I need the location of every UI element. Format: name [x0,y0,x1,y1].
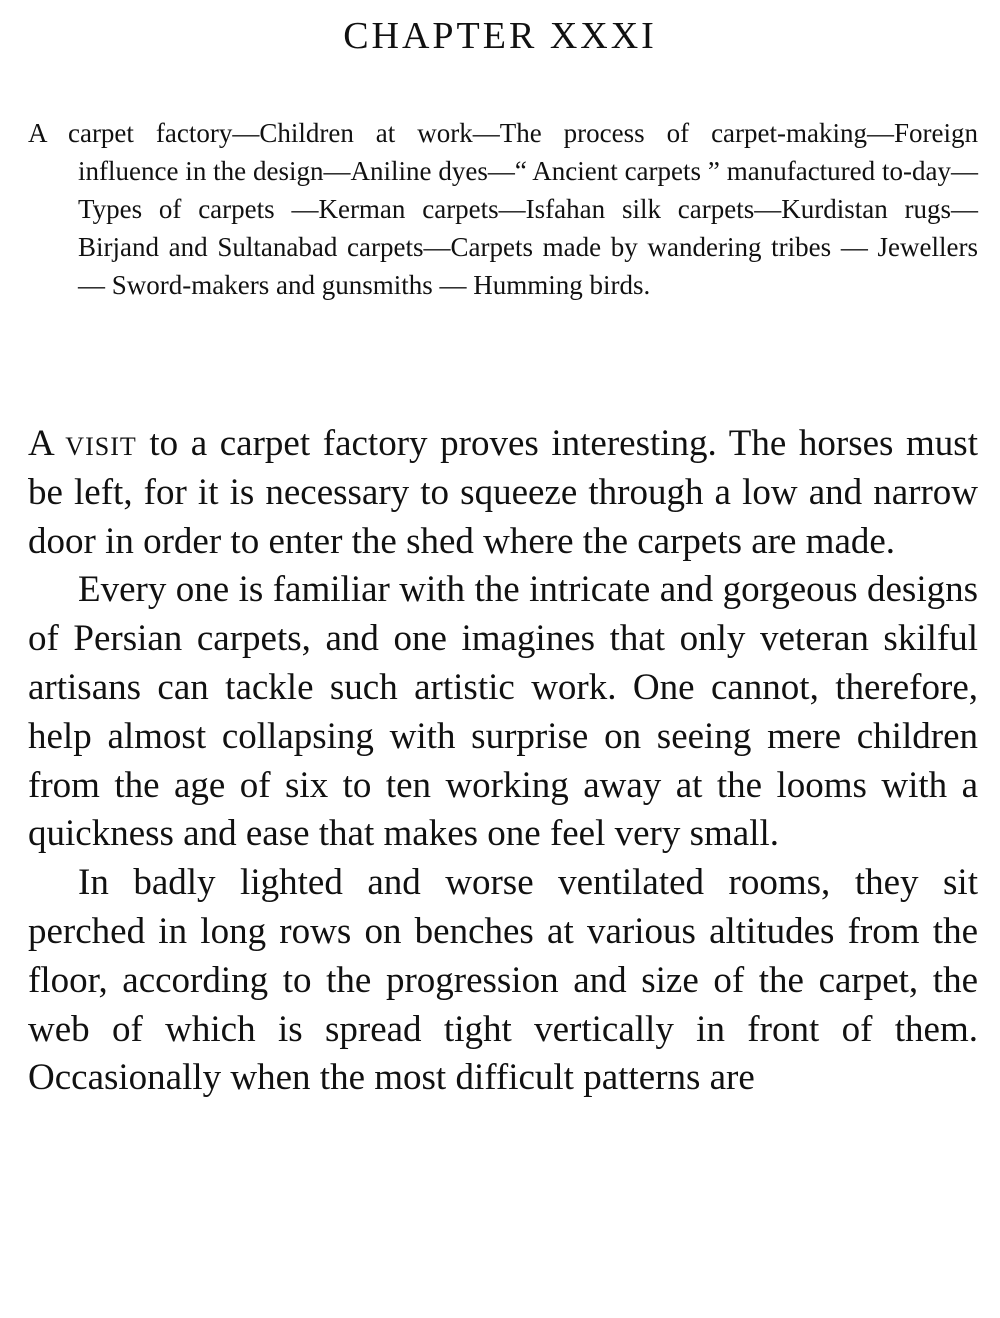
paragraph-1-text: to a carpet factory proves interesting. The horses must be left, for it is necessary to squeeze through a low and narrow door in order to enter the shed where the carpets are made. [28,423,978,562]
chapter-body [28,420,978,1103]
paragraph-1-smallcaps: visit [65,423,137,464]
chapter-synopsis: A carpet factory—Children at work—The process of carpet-making—Foreign influence in the design—Aniline dyes—“ Ancient carpets ” manufactured to-day—Types of carpets —Kerman carpets—Isfahan silk carpets—Kurdistan rugs—Birjand and Sultanabad carpets—Carpets made by wandering tribes — Jewellers — Sword-makers and gunsmiths — Humming birds. [28,118,978,300]
paragraph-1 [28,420,978,566]
chapter-title: CHAPTER XXXI [343,15,657,57]
paragraph-1-initial: A [28,423,53,464]
paragraph-2: Every one is familiar with the intricate and gorgeous designs of Persian carpets, and one imagines that only veteran skilful artisans can tackle such artistic work. One cannot, therefore, help almost collapsing with surprise on seeing mere children from the age of six to ten working away at the looms with a quickness and ease that makes one feel very small. [28,569,978,855]
paragraph-3: In badly lighted and worse ventilated rooms, they sit perched in long rows on benches at various altitudes from the floor, according to the progression and size of the carpet, the web of which is spread tight vertically in front of them. Occasionally when the most difficult patterns are [28,862,978,1099]
